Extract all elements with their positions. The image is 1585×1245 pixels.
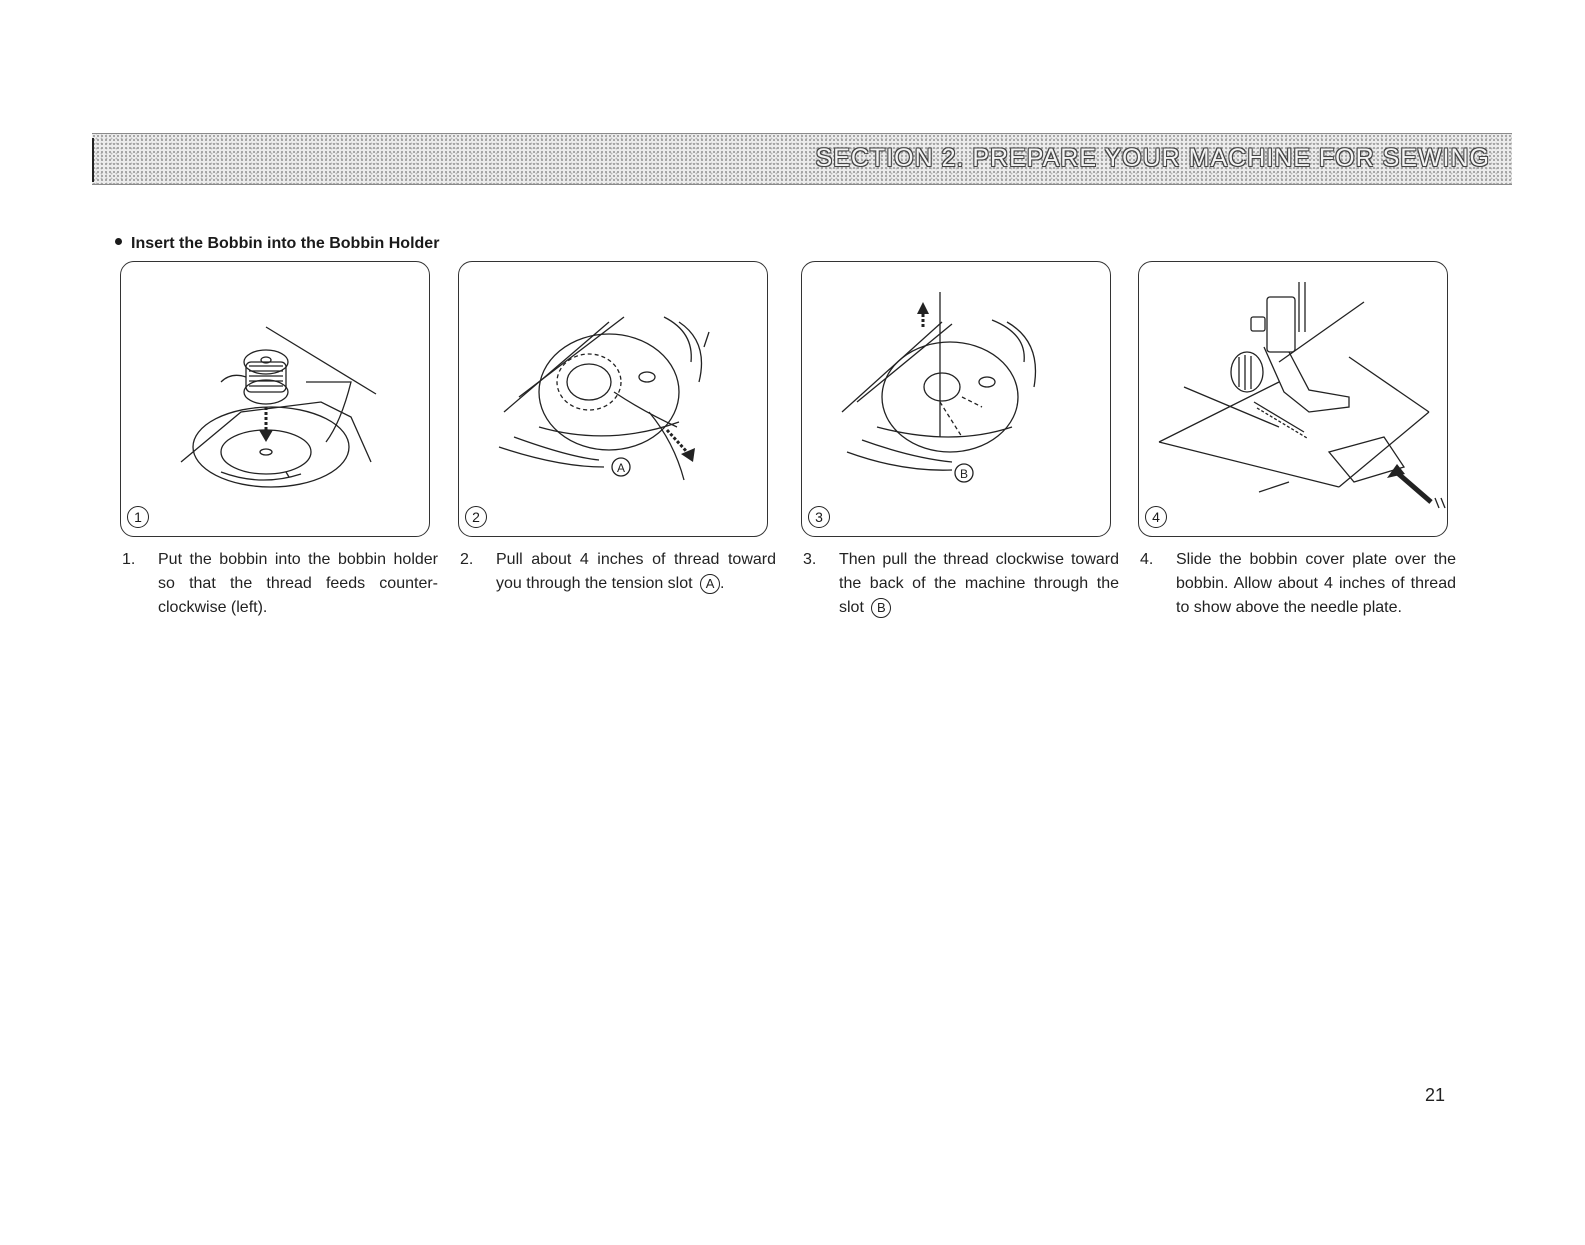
step-text-wrap (839, 548, 1119, 620)
step-text: Pull about 4 inches of thread toward you through the tension slot (496, 551, 776, 592)
step-number: 4. (1140, 551, 1154, 568)
step-number: 1. (122, 551, 136, 568)
step-text: Then pull the thread clockwise toward the back of the machine through the slot (839, 551, 1119, 616)
step-badge-4: 4 (1145, 506, 1167, 528)
illustration-panel-3 (801, 261, 1111, 537)
tension-slot-illustration (459, 262, 767, 536)
step-3 (803, 548, 1119, 620)
callout-b: B (959, 467, 969, 481)
bobbin-insert-illustration (121, 262, 429, 536)
section-title: SECTION 2. PREPARE YOUR MACHINE FOR SEWING (815, 144, 1490, 172)
banner-edge-mark (92, 138, 94, 182)
page-number: 21 (1425, 1085, 1446, 1105)
step-badge-3: 3 (808, 506, 830, 528)
callout-a: A (616, 461, 626, 475)
section-banner (92, 133, 1512, 185)
cover-plate-illustration (1139, 262, 1447, 536)
step-badge-1: 1 (127, 506, 149, 528)
illustration-panel-4 (1138, 261, 1448, 537)
step-tail: . (720, 575, 725, 592)
step-2 (460, 548, 776, 596)
step-text: Slide the bobbin cover plate over the bobbin. Allow about 4 inches of thread to show above the needle plate. (1176, 551, 1456, 616)
ref-b-badge: B (871, 598, 891, 618)
illustration-panel-1 (120, 261, 430, 537)
ref-a-badge: A (700, 574, 720, 594)
instruction-heading (115, 235, 439, 253)
step-text: Put the bobbin into the bobbin holder so that the thread feeds counter-clockwise (left). (158, 551, 438, 616)
step-text-wrap (496, 548, 776, 596)
step-badge-2: 2 (465, 506, 487, 528)
step-number: 2. (460, 551, 474, 568)
step-4 (1140, 548, 1456, 620)
step-number: 3. (803, 551, 817, 568)
illustration-panel-2 (458, 261, 768, 537)
thread-slot-illustration (802, 262, 1110, 536)
heading-text: Insert the Bobbin into the Bobbin Holder (131, 235, 440, 252)
bullet-icon (115, 238, 122, 245)
step-1 (122, 548, 438, 620)
